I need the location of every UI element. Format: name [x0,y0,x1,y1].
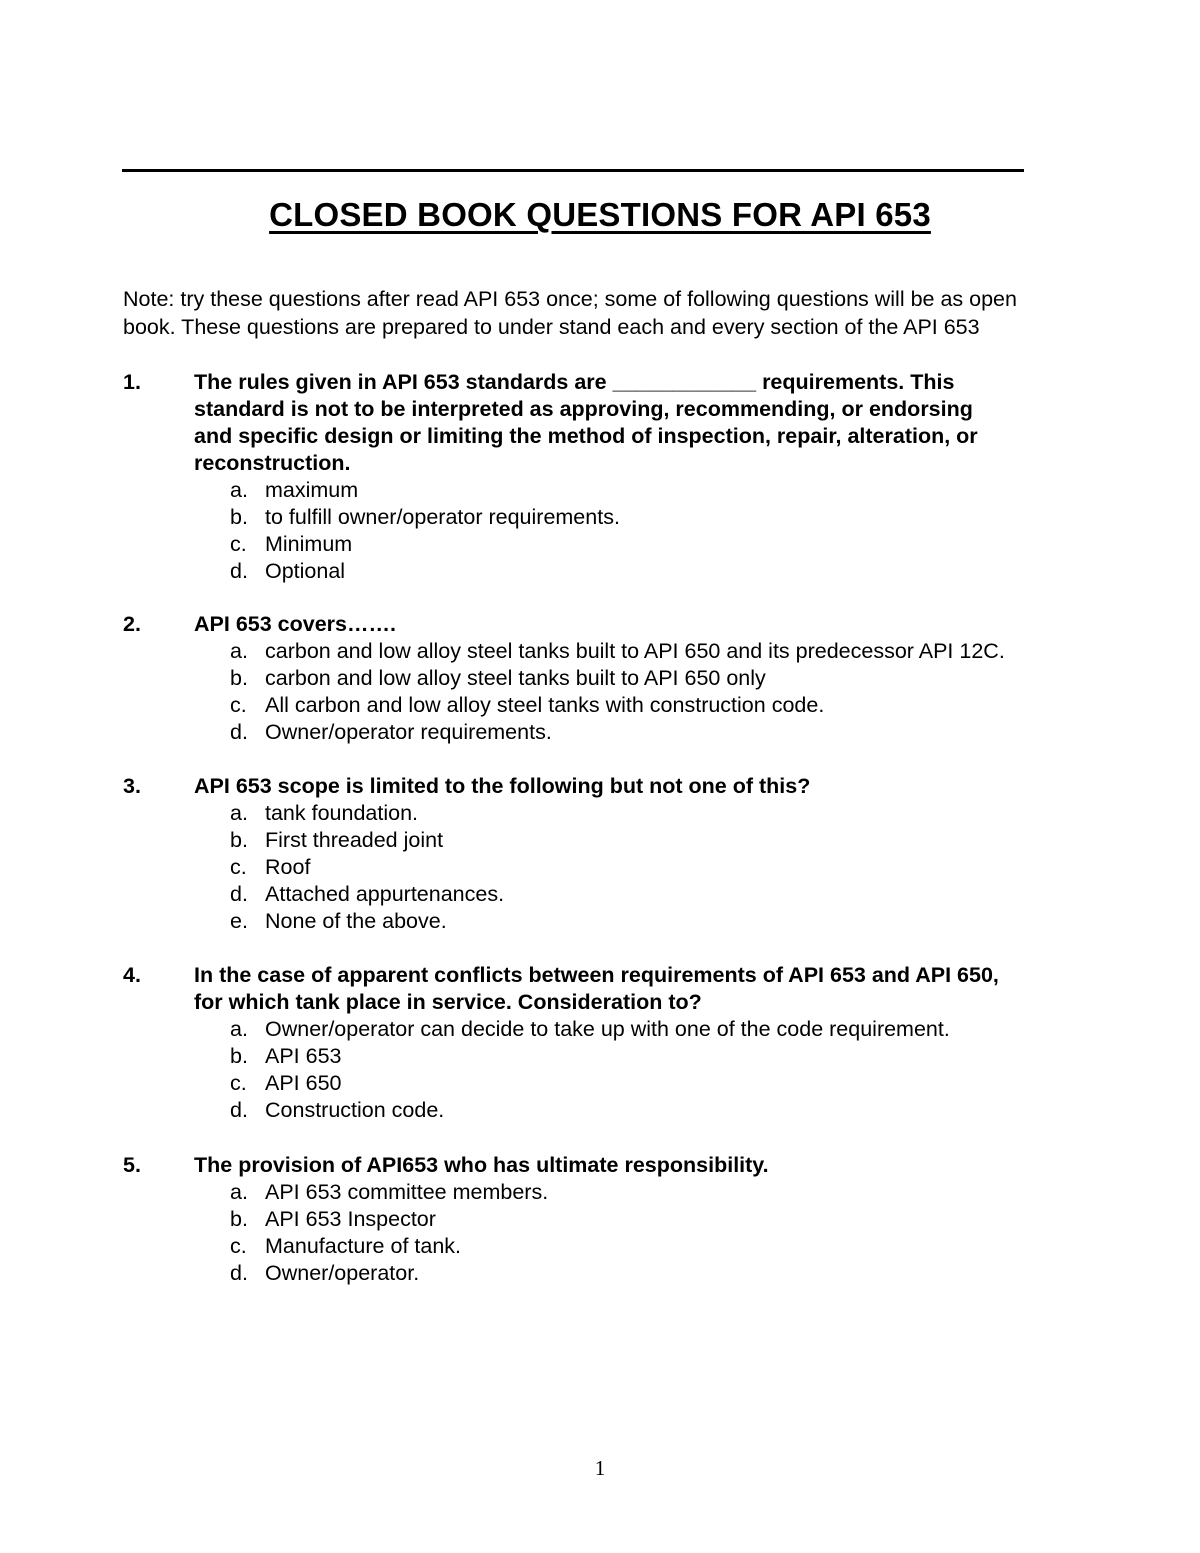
question-text-line: for which tank place in service. Consideration to? [194,990,702,1014]
answer-option [123,1179,1123,1206]
option-letter: c. [230,855,247,879]
question-5 [123,1152,1123,1287]
option-text: Owner/operator can decide to take up with one of the code requirement. [265,1017,950,1041]
question-text-line: The provision of API653 who has ultimate responsibility. [194,1153,769,1177]
option-letter: a. [230,478,248,502]
answer-options [123,638,1123,746]
question-header [123,962,1123,1016]
option-letter: d. [230,559,248,583]
question-text-line: API 653 scope is limited to the following but not one of this? [194,774,811,798]
page-title: CLOSED BOOK QUESTIONS FOR API 653 [269,196,931,233]
answer-option [123,881,1123,908]
answer-option [123,827,1123,854]
question-2 [123,611,1123,746]
option-text: Roof [265,855,311,879]
option-text: carbon and low alloy steel tanks built to API 650 and its predecessor API 12C. [265,639,1005,663]
question-text-line: and specific design or limiting the method of inspection, repair, alteration, or [194,424,978,448]
intro-note-line: Note: try these questions after read API 653 once; some of following questions will be as open [123,287,1017,311]
option-letter: b. [230,666,248,690]
option-text: API 650 [265,1071,342,1095]
question-text-line: standard is not to be interpreted as approving, recommending, or endorsing [194,397,973,421]
question-4 [123,962,1123,1124]
question-3 [123,773,1123,935]
option-text: Owner/operator requirements. [265,720,552,744]
option-letter: c. [230,1234,247,1258]
question-header [123,773,1123,800]
answer-option [123,1043,1123,1070]
answer-option [123,719,1123,746]
question-header [123,369,1123,477]
page-number: 1 [594,1456,606,1480]
option-letter: b. [230,1044,248,1068]
option-text: First threaded joint [265,828,444,852]
intro-note [123,285,1123,341]
option-letter: d. [230,1098,248,1122]
option-letter: a. [230,639,248,663]
question-header [123,611,1123,638]
option-text: maximum [265,478,359,502]
answer-option [123,477,1123,504]
option-letter: b. [230,1207,248,1231]
question-number: 4. [123,963,141,987]
question-text [194,773,1094,800]
answer-option [123,908,1123,935]
question-text-line: The rules given in API 653 standards are ____________ requirements. This [194,370,955,394]
answer-option [123,638,1123,665]
question-text-line: In the case of apparent conflicts between requirements of API 653 and API 650, [194,963,999,987]
answer-option [123,1260,1123,1287]
option-text: Manufacture of tank. [265,1234,461,1258]
answer-option [123,692,1123,719]
option-text: tank foundation. [265,801,419,825]
option-text: API 653 committee members. [265,1180,549,1204]
answer-option [123,854,1123,881]
answer-options [123,477,1123,585]
option-text: Minimum [265,532,353,556]
question-number: 5. [123,1153,141,1177]
option-letter: d. [230,720,248,744]
answer-option [123,531,1123,558]
option-text: API 653 [265,1044,342,1068]
option-letter: c. [230,532,247,556]
answer-options [123,800,1123,935]
option-text: Optional [265,559,346,583]
question-number: 3. [123,774,141,798]
answer-options [123,1016,1123,1124]
question-1 [123,369,1123,585]
option-letter: a. [230,1017,248,1041]
question-text [194,962,1094,1016]
option-letter: c. [230,693,247,717]
question-header [123,1152,1123,1179]
question-text [194,1152,1094,1179]
answer-option [123,1070,1123,1097]
header-rule [122,169,1024,172]
option-letter: d. [230,1261,248,1285]
option-text: to fulfill owner/operator requirements. [265,505,620,529]
answer-option [123,1016,1123,1043]
option-letter: a. [230,801,248,825]
answer-option [123,558,1123,585]
option-letter: b. [230,505,248,529]
option-text: API 653 Inspector [265,1207,436,1231]
option-letter: a. [230,1180,248,1204]
option-text: Attached appurtenances. [265,882,505,906]
option-text: carbon and low alloy steel tanks built to API 650 only [265,666,766,690]
question-text-line: reconstruction. [194,451,351,475]
answer-option [123,504,1123,531]
option-text: Owner/operator. [265,1261,420,1285]
answer-option [123,1233,1123,1260]
question-text [194,611,1094,638]
option-text: None of the above. [265,909,447,933]
option-text: Construction code. [265,1098,445,1122]
answer-option [123,1097,1123,1124]
answer-option [123,665,1123,692]
question-text-line: API 653 covers……. [194,612,396,636]
intro-note-line: book. These questions are prepared to under stand each and every section of the API 653 [123,315,980,339]
question-number: 2. [123,612,141,636]
answer-option [123,1206,1123,1233]
option-letter: d. [230,882,248,906]
question-number: 1. [123,370,141,394]
answer-options [123,1179,1123,1287]
option-letter: c. [230,1071,247,1095]
option-letter: b. [230,828,248,852]
answer-option [123,800,1123,827]
question-text [194,369,1094,477]
option-letter: e. [230,909,248,933]
option-text: All carbon and low alloy steel tanks with construction code. [265,693,825,717]
